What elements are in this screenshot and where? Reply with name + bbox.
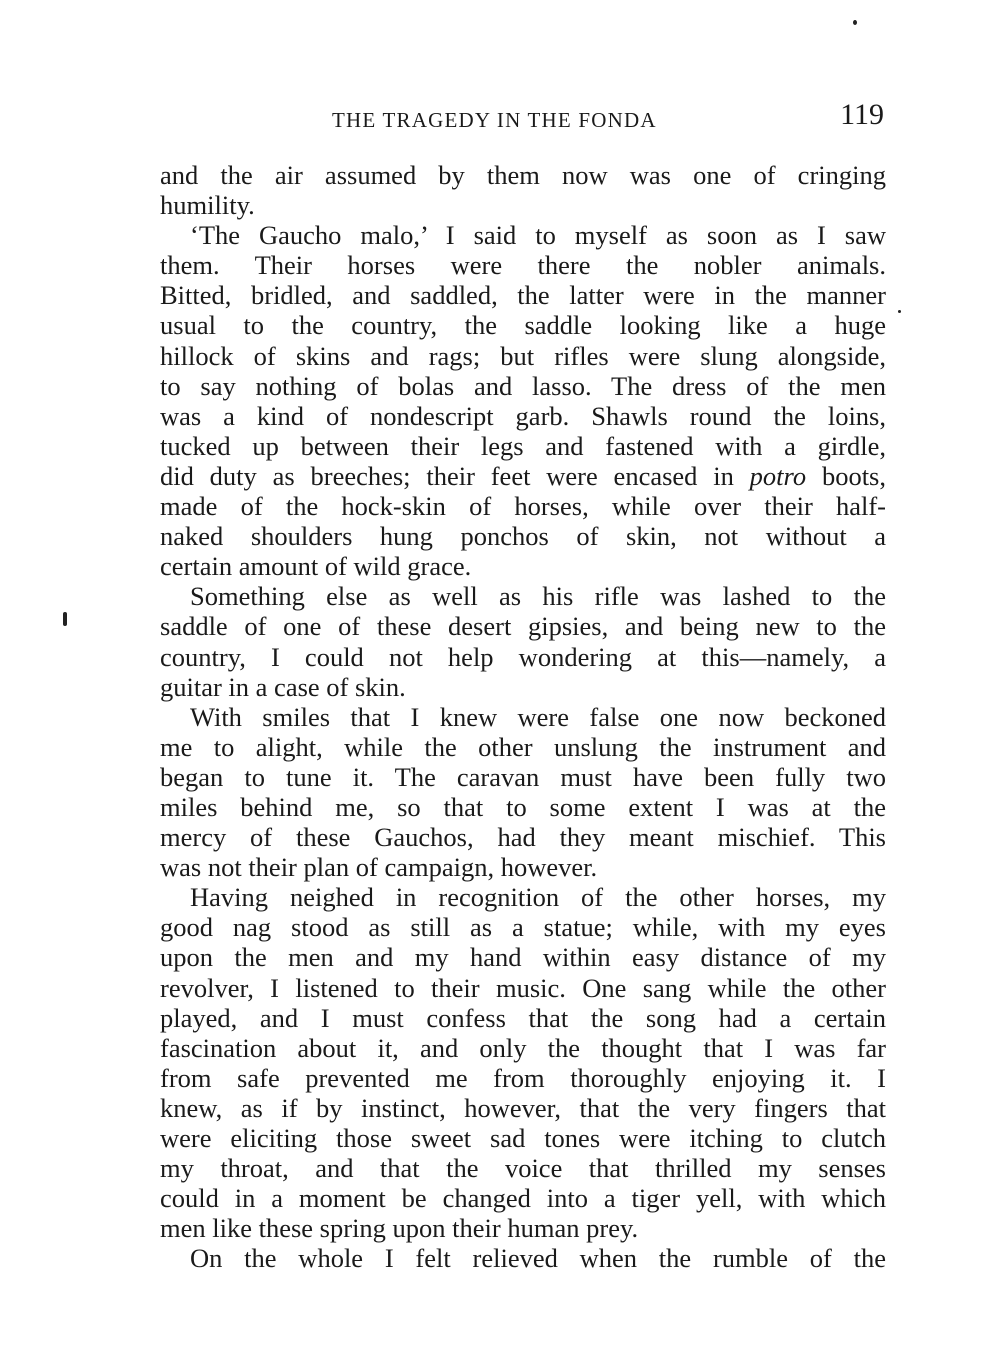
- page-number: 119: [840, 98, 884, 131]
- text-line: played, and I must confess that the song had a certain: [160, 1002, 886, 1033]
- text-line: men like these spring upon their human prey.: [160, 1213, 639, 1244]
- text-line: hillock of skins and rags; but rifles were slung alongside,: [160, 340, 886, 371]
- body-text: [160, 160, 886, 1273]
- text-line: did duty as breeches; their feet were encased in potro boots,: [160, 460, 886, 491]
- text-line: Something else as well as his rifle was lashed to the: [190, 581, 886, 612]
- text-line: me to alight, while the other unslung the instrument and: [160, 731, 886, 762]
- text-line: country, I could not help wondering at this—namely, a: [160, 641, 886, 672]
- text-line: guitar in a case of skin.: [160, 671, 406, 702]
- text-line: naked shoulders hung ponchos of skin, not without a: [160, 521, 886, 552]
- text-line: was a kind of nondescript garb. Shawls round the loins,: [160, 400, 886, 431]
- text-line: could in a moment be changed into a tiger yell, with which: [160, 1183, 886, 1214]
- text-line: saddle of one of these desert gipsies, and being new to the: [160, 611, 886, 642]
- italic-word: potro: [749, 460, 807, 491]
- text-line: them. Their horses were there the nobler animals.: [160, 250, 886, 281]
- text-line: was not their plan of campaign, however.: [160, 852, 598, 883]
- text-line: ‘The Gaucho malo,’ I said to myself as soon as I saw: [190, 220, 886, 251]
- text-line: were eliciting those sweet sad tones were itching to clutch: [160, 1123, 886, 1153]
- text-line: mercy of these Gauchos, had they meant mischief. This: [160, 822, 886, 853]
- text-line: my throat, and that the voice that thrilled my senses: [160, 1153, 886, 1184]
- text-line: made of the hock-skin of horses, while over their half-: [160, 491, 886, 522]
- text-line: Having neighed in recognition of the other horses, my: [190, 882, 886, 913]
- text-line: good nag stood as still as a statue; while, with my eyes: [160, 912, 886, 943]
- scan-speck: [898, 310, 901, 313]
- text-line: On the whole I felt relieved when the rumble of the: [190, 1243, 886, 1274]
- scan-speck: [853, 20, 857, 25]
- text-line: miles behind me, so that to some extent I was at the: [160, 791, 886, 822]
- scan-speck: [63, 612, 67, 626]
- text-line: to say nothing of bolas and lasso. The dress of the men: [160, 370, 886, 401]
- text-line: certain amount of wild grace.: [160, 551, 472, 582]
- running-head: [160, 98, 886, 138]
- text-line: from safe prevented me from thoroughly enjoying it. I: [160, 1062, 886, 1093]
- text-line: upon the men and my hand within easy distance of my: [160, 942, 886, 973]
- running-title: THE TRAGEDY IN THE FONDA: [332, 108, 657, 132]
- text-line: fascination about it, and only the thought that I was far: [160, 1032, 886, 1063]
- text-line: humility.: [160, 190, 255, 221]
- text-line: usual to the country, the saddle looking like a huge: [160, 310, 886, 341]
- text-line: and the air assumed by them now was one of cringing: [160, 160, 886, 190]
- text-line: Bitted, bridled, and saddled, the latter were in the manner: [160, 280, 886, 311]
- text-line: With smiles that I knew were false one now beckoned: [190, 701, 886, 732]
- text-line: began to tune it. The caravan must have been fully two: [160, 761, 886, 792]
- text-line: revolver, I listened to their music. One sang while the other: [160, 972, 886, 1003]
- text-line: tucked up between their legs and fastened with a girdle,: [160, 430, 886, 461]
- text-line: knew, as if by instinct, however, that the very fingers that: [160, 1092, 886, 1123]
